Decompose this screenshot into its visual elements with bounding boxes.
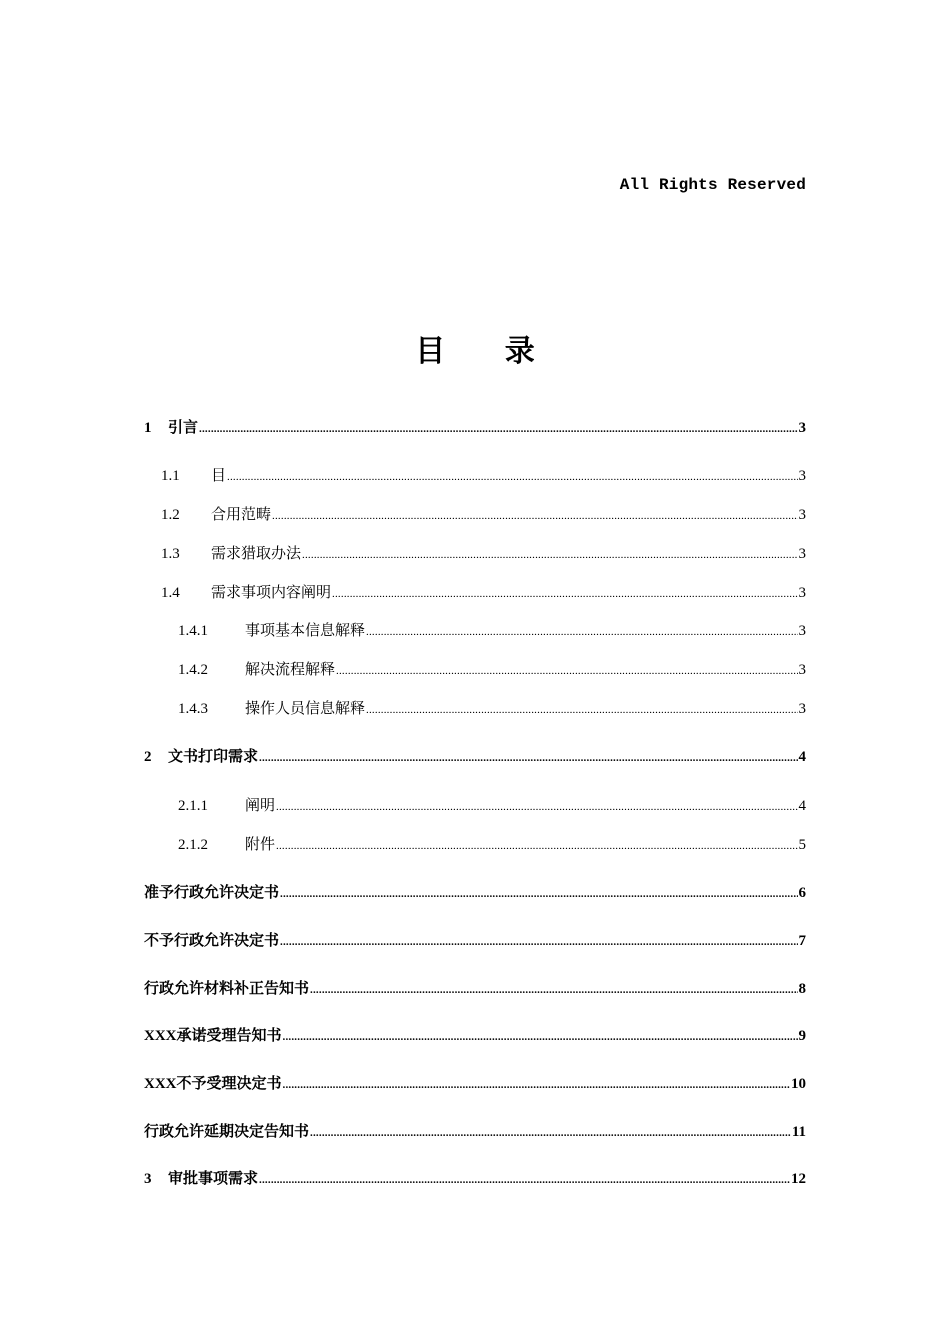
toc-entry-text: 文书打印需求 [168,749,259,765]
toc-entry-1-4-3[interactable] [178,699,806,720]
toc-entry-correction-notice[interactable] [144,979,806,1000]
toc-entry-page: 6 [798,885,806,901]
toc-entry-2-1-1[interactable] [178,796,806,817]
toc-leader-dots [302,545,797,565]
toc-leader-dots [259,1170,790,1190]
toc-leader-dots [199,419,797,439]
toc-entry-page: 3 [798,546,806,562]
toc-entry-page: 3 [798,420,806,436]
toc-entry-page: 3 [798,701,806,717]
toc-leader-dots [259,748,797,768]
toc-entry-extension-notice[interactable] [144,1122,806,1143]
toc-entry-approval-decision[interactable] [144,883,806,904]
toc-entry-text: 目 [211,468,227,484]
toc-entry-1-2[interactable] [161,505,806,526]
toc-entry-text: XXX不予受理决定书 [144,1076,282,1092]
toc-entry-text: 解决流程解释 [245,662,336,678]
toc-entry-1-1[interactable] [161,466,806,487]
toc-title: 目 录 [415,335,561,368]
toc-entry-page: 4 [798,749,806,765]
toc-entry-text: XXX承诺受理告知书 [144,1028,282,1044]
toc-leader-dots [280,884,797,904]
toc-entry-page: 3 [798,507,806,523]
toc-entry-page: 11 [791,1124,806,1140]
toc-entry-text: 引言 [168,420,199,436]
toc-entry-1-4[interactable] [161,583,806,604]
toc-entry-1-4-2[interactable] [178,660,806,681]
toc-entry-number: 2.1.1 [178,798,208,814]
toc-entry-number: 1.4.3 [178,701,208,717]
toc-leader-dots [332,584,797,604]
toc-leader-dots [283,1075,791,1095]
toc-entry-text: 附件 [245,837,276,853]
toc-entry-number: 1.4.1 [178,623,208,639]
toc-entry-text: 合用范畴 [211,507,272,523]
toc-leader-dots [310,1123,791,1143]
toc-entry-page: 7 [798,933,806,949]
toc-entry-page: 3 [798,623,806,639]
toc-entry-number: 1.3 [161,546,180,562]
toc-entry-page: 3 [798,662,806,678]
toc-entry-text: 事项基本信息解释 [245,623,366,639]
toc-leader-dots [227,467,797,487]
toc-entry-1-3[interactable] [161,544,806,565]
rights-reserved-notice: All Rights Reserved [619,176,806,194]
toc-entry-number: 2 [144,749,152,765]
toc-entry-number: 1.2 [161,507,180,523]
toc-entry-page: 8 [798,981,806,997]
toc-leader-dots [310,980,797,1000]
toc-entry-acceptance-notice[interactable] [144,1026,806,1047]
toc-entry-3[interactable] [144,1169,806,1190]
toc-leader-dots [272,506,797,526]
toc-entry-number: 2.1.2 [178,837,208,853]
toc-entry-page: 5 [798,837,806,853]
toc-entry-1-4-1[interactable] [178,621,806,642]
toc-leader-dots [280,932,797,952]
toc-entry-page: 4 [798,798,806,814]
toc-entry-text: 需求猎取办法 [211,546,302,562]
toc-entry-number: 1 [144,420,152,436]
toc-entry-text: 阐明 [245,798,276,814]
toc-entry-1[interactable] [144,418,806,439]
toc-entry-non-acceptance-decision[interactable] [144,1074,806,1095]
toc-leader-dots [276,836,797,856]
toc-entry-number: 1.4 [161,585,180,601]
toc-entry-page: 3 [798,468,806,484]
toc-entry-2[interactable] [144,747,806,768]
toc-entry-text: 需求事项内容阐明 [211,585,332,601]
toc-entry-page: 10 [791,1076,806,1092]
toc-entry-text: 准予行政允许决定书 [144,885,280,901]
toc-entry-text: 审批事项需求 [168,1171,259,1187]
toc-entry-page: 9 [798,1028,806,1044]
toc-entry-page: 12 [791,1171,806,1187]
toc-leader-dots [336,661,797,681]
toc-leader-dots [276,797,797,817]
toc-entry-2-1-2[interactable] [178,835,806,856]
toc-entry-number: 3 [144,1171,152,1187]
toc-entry-text: 行政允许延期决定告知书 [144,1124,310,1140]
toc-entry-text: 操作人员信息解释 [245,701,366,717]
toc-leader-dots [366,622,797,642]
toc-entry-rejection-decision[interactable] [144,931,806,952]
toc-leader-dots [283,1027,798,1047]
toc-entry-number: 1.1 [161,468,180,484]
toc-entry-number: 1.4.2 [178,662,208,678]
toc-entry-page: 3 [798,585,806,601]
toc-leader-dots [366,700,797,720]
toc-entry-text: 行政允许材料补正告知书 [144,981,310,997]
toc-entry-text: 不予行政允许决定书 [144,933,280,949]
